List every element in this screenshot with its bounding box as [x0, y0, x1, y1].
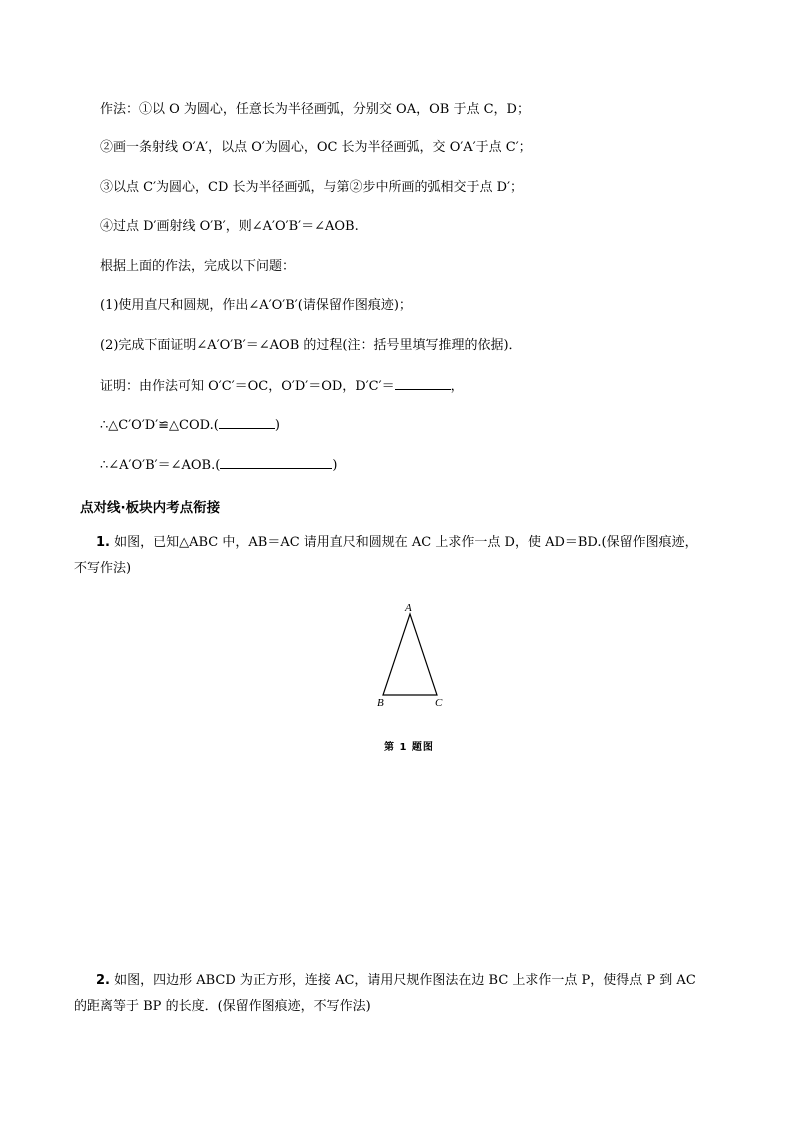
section-title: 点对线·板块内考点衔接 — [80, 500, 221, 516]
problem-2-text-a: 如图，四边形 ABCD 为正方形，连接 AC，请用尺规作图法在边 BC 上求作一点 P，使得点 P 到 AC — [109, 973, 696, 988]
problem-1-number: 1. — [96, 535, 110, 550]
task-2: (2)完成下面证明∠A′O′B′＝∠AOB 的过程(注：括号里填写推理的依据)． — [100, 338, 522, 353]
proof-line-2-start: ∴△C′O′D′≌△COD.( — [100, 418, 219, 433]
tasks-intro: 根据上面的作法，完成以下问题： — [100, 259, 296, 274]
problem-1-text-b: 不写作法) — [74, 561, 132, 576]
problem-2 — [74, 968, 724, 1020]
proof-line-2-end: ) — [274, 418, 280, 433]
problem-1-text-a: 如图，已知△ABC 中，AB＝AC 请用直尺和圆规在 AC 上求作一点 D，使 AD＝BD.(保留作图痕迹， — [109, 535, 698, 550]
figure-caption: 第 1 题图 — [384, 742, 434, 753]
task-1: (1)使用直尺和圆规，作出∠A′O′B′(请保留作图痕迹)； — [100, 298, 412, 313]
method-step-4: ④过点 D′画射线 O′B′，则∠A′O′B′＝∠AOB. — [100, 219, 359, 234]
proof-line-1-end: ， — [450, 379, 464, 394]
problem-2-number: 2. — [96, 973, 110, 988]
problem-2-text-b: 的距离等于 BP 的长度．(保留作图痕迹，不写作法) — [74, 999, 371, 1014]
proof-line-1-text: 证明：由作法可知 O′C′＝OC，O′D′＝OD，D′C′＝ — [100, 379, 395, 394]
method-step-1: 作法：①以 O 为圆心，任意长为半径画弧，分别交 OA，OB 于点 C，D； — [100, 102, 530, 117]
method-step-3: ③以点 C′为圆心，CD 长为半径画弧，与第②步中所画的弧相交于点 D′； — [100, 180, 524, 195]
vertex-label-a: A — [405, 602, 412, 614]
vertex-label-b: B — [377, 697, 384, 709]
method-step-2: ②画一条射线 O′A′，以点 O′为圆心，OC 长为半径画弧，交 O′A′于点 C′； — [100, 140, 532, 155]
proof-line-3-start: ∴∠A′O′B′＝∠AOB.( — [100, 458, 221, 473]
proof-line-3-end: ) — [332, 458, 338, 473]
triangle-abc — [383, 614, 437, 695]
vertex-label-c: C — [435, 697, 443, 709]
